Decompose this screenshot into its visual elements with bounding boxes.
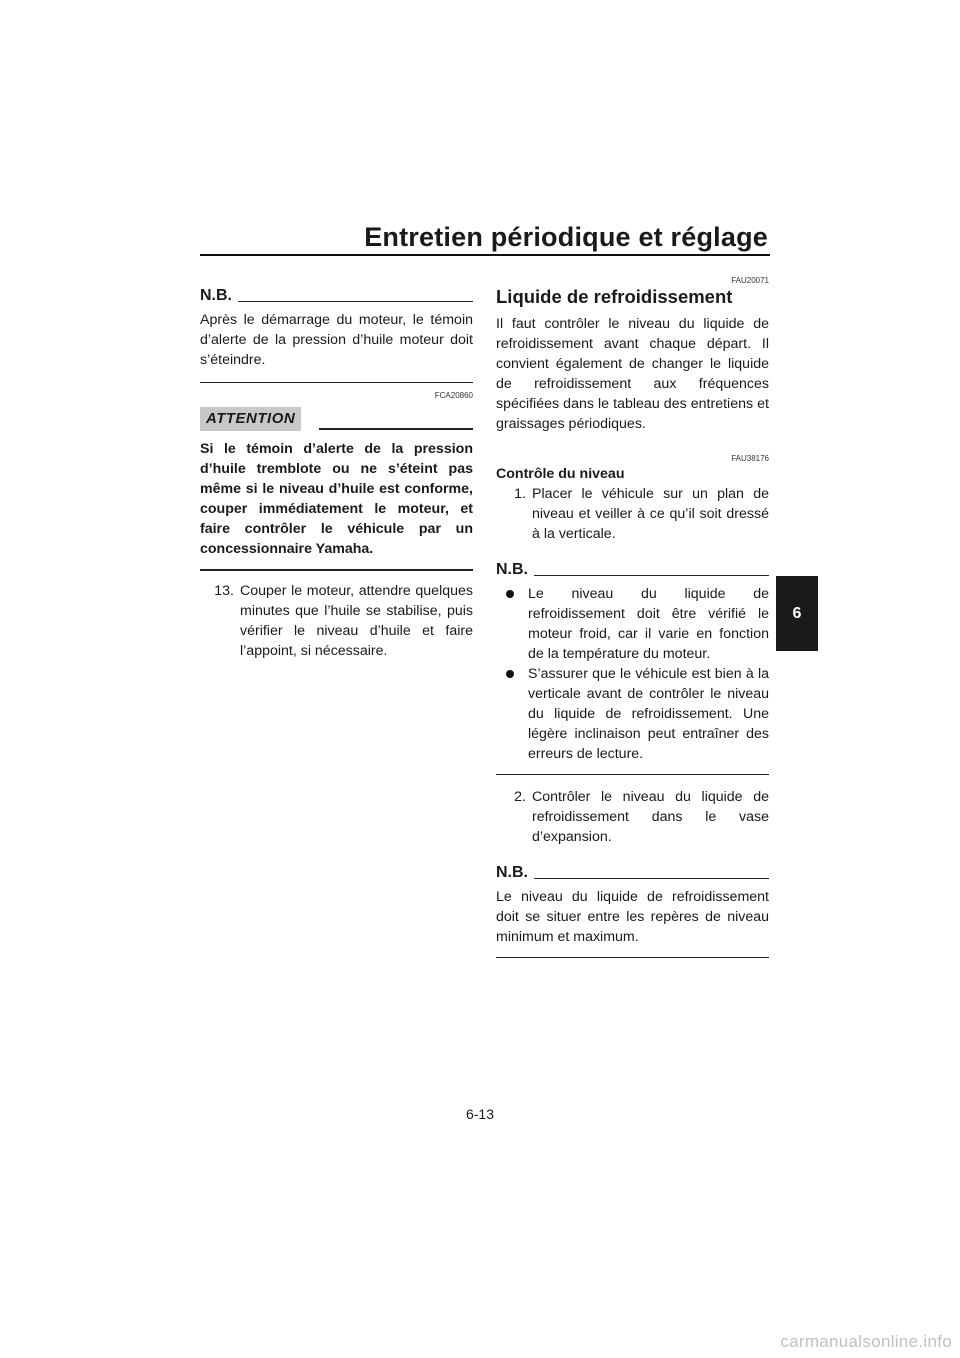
attention-end-rule [200,569,473,571]
right-column [496,276,769,970]
step-number: 13. [214,583,234,599]
attention-code: FCA20860 [434,391,473,400]
attention-text: Si le témoin d’alerte de la pression d’huile tremblote ou ne s’éteint pas même si le niveau d’huile est conforme, couper immédiatement le moteur, et faire contrôler le véhicule par un concessionnaire Yamaha. [200,441,473,557]
bullet-icon [506,664,528,764]
nb-label: N.B. [200,287,232,304]
nb-end-rule [200,382,473,383]
bullet-item [506,664,769,764]
nb-header [496,857,769,881]
step-number: 2. [514,789,526,805]
nb-header-line [534,575,769,576]
bullet-icon [506,584,528,664]
page-title: Entretien périodique et réglage [364,222,768,252]
subsection-title: Contrôle du niveau [496,466,625,482]
nb-text: Le niveau du liquide de refroidissement doit se situer entre les repères de niveau minimum et maximum. [496,889,769,945]
section-title: Liquide de refroidissement [496,286,733,307]
nb-label: N.B. [496,561,528,578]
step-text: Contrôler le niveau du liquide de refroidissement dans le vase d’expansion. [532,789,769,845]
bullet-item [506,584,769,664]
nb-header-line [238,301,473,302]
section-code: FAU20071 [731,276,769,285]
step-1 [496,484,769,544]
title-rule [200,254,770,256]
subsection-code: FAU38176 [731,454,769,463]
attention-header-line [319,428,473,430]
chapter-tab: 6 [776,576,818,651]
step-2 [496,787,769,847]
bullet-text: S’assurer que le véhicule est bien à la verticale avant de contrôler le niveau du liquide de refroidissement. Une légère inclinaison peut entraîner des erreurs de lecture. [528,666,769,762]
nb-end-rule [496,957,769,958]
step-text: Couper le moteur, attendre quelques minutes que l’huile se stabilise, puis vérifier le niveau d’huile et faire l’appoint, si nécessaire. [240,583,473,659]
step-13 [200,581,473,661]
step-number: 1. [514,486,526,502]
nb-header-line [534,878,769,879]
nb-header [200,280,473,304]
nb-label: N.B. [496,864,528,881]
nb-end-rule [496,774,769,775]
left-column [200,276,473,661]
bullet-text: Le niveau du liquide de refroidissement doit être vérifié le moteur froid, car il varie en fonction de la température du moteur. [528,586,769,662]
section-intro: Il faut contrôler le niveau du liquide de refroidissement avant chaque départ. Il convient également de changer le liquide de refroidissement aux fréquences spécifiées dans le tableau des entretiens et graissages périodiques. [496,316,769,432]
watermark: carmanualsonline.info [780,1332,952,1351]
page-number: 6-13 [465,1106,495,1122]
nb-text: Après le démarrage du moteur, le témoin d’alerte de la pression d’huile moteur doit s’éteindre. [200,312,473,368]
attention-header [200,405,473,431]
nb-header [496,554,769,578]
step-text: Placer le véhicule sur un plan de niveau et veiller à ce qu’il soit dressé à la verticale. [532,486,769,542]
attention-label: ATTENTION [200,407,301,431]
